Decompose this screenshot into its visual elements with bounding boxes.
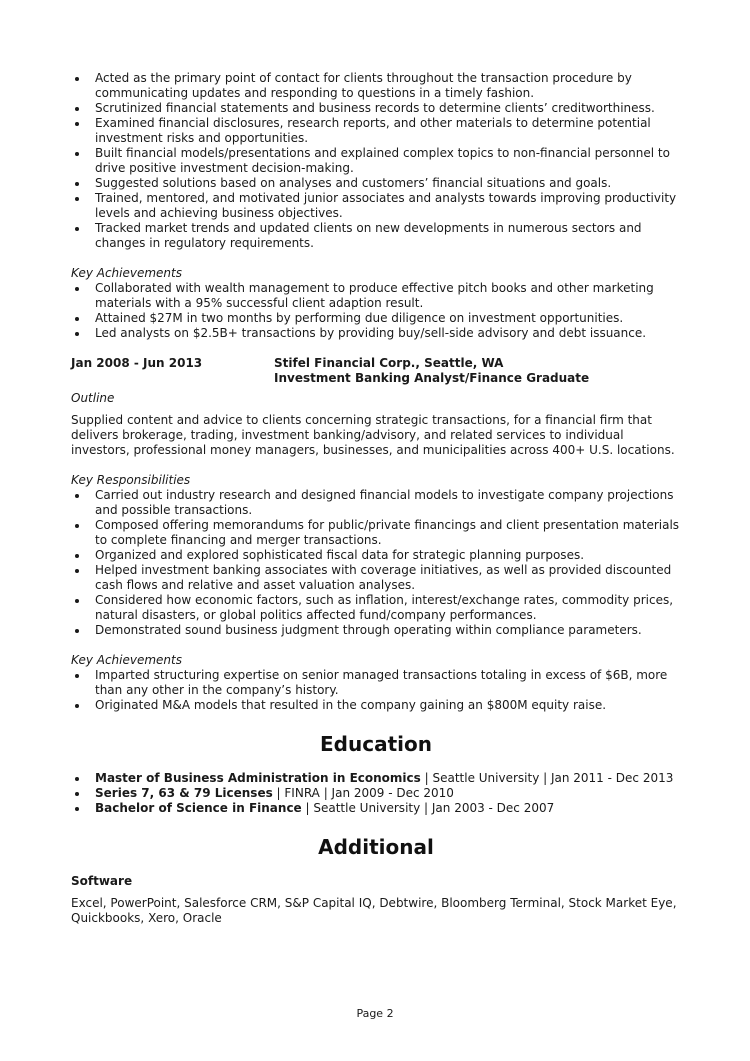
job-dates: Jan 2008 - Jun 2013	[71, 356, 203, 370]
list-item: Attained $27M in two months by performing due diligence on investment opportunities.	[71, 311, 681, 326]
list-item: Considered how economic factors, such as inflation, interest/exchange rates, commodity prices, natural disasters, or global politics affected fund/company performances.	[71, 593, 681, 623]
achievements-heading: Key Achievements	[71, 266, 182, 280]
list-item: Originated M&A models that resulted in the company gaining an $800M equity raise.	[71, 698, 681, 713]
stifel-responsibilities-list	[71, 488, 681, 638]
software-list: Excel, PowerPoint, Salesforce CRM, S&P Capital IQ, Debtwire, Bloomberg Terminal, Stock Market Eye, Quickbooks, Xero, Oracle	[71, 896, 677, 925]
software-heading: Software	[71, 874, 133, 888]
page-content	[71, 71, 681, 926]
list-item: Imparted structuring expertise on senior managed transactions totaling in excess of $6B, more than any other in the company’s history.	[71, 668, 681, 698]
list-item: Demonstrated sound business judgment through operating within compliance parameters.	[71, 623, 681, 638]
education-degree: Series 7, 63 & 79 Licenses	[95, 786, 273, 800]
list-item: Collaborated with wealth management to produce effective pitch books and other marketing materials with a 95% successful client adaption result.	[71, 281, 681, 311]
list-item: Organized and explored sophisticated fiscal data for strategic planning purposes.	[71, 548, 681, 563]
education-item	[71, 771, 681, 786]
education-item	[71, 801, 681, 816]
stifel-achievements-list	[71, 668, 681, 713]
education-degree: Bachelor of Science in Finance	[95, 801, 302, 815]
list-item: Led analysts on $2.5B+ transactions by providing buy/sell-side advisory and debt issuance.	[71, 326, 681, 341]
education-item	[71, 786, 681, 801]
page-number: Page 2	[356, 1007, 394, 1020]
list-item: Built financial models/presentations and explained complex topics to non-financial personnel to drive positive investment decision-making.	[71, 146, 681, 176]
list-item: Trained, mentored, and motivated junior associates and analysts towards improving productivity levels and achieving business objectives.	[71, 191, 681, 221]
education-degree: Master of Business Administration in Economics	[95, 771, 421, 785]
list-item: Tracked market trends and updated clients on new developments in numerous sectors and changes in regulatory requirements.	[71, 221, 681, 251]
achievements-heading: Key Achievements	[71, 653, 182, 667]
list-item: Scrutinized financial statements and business records to determine clients’ creditworthiness.	[71, 101, 681, 116]
list-item: Carried out industry research and designed financial models to investigate company projections and possible transactions.	[71, 488, 681, 518]
list-item: Composed offering memorandums for public/private financings and client presentation materials to complete financing and merger transactions.	[71, 518, 681, 548]
outline-text: Supplied content and advice to clients concerning strategic transactions, for a financial firm that delivers brokerage, trading, investment banking/advisory, and related services to individual investors, professional money managers, businesses, and municipalities across 400+ U.S. locations.	[71, 413, 675, 457]
list-item: Helped investment banking associates with coverage initiatives, as well as provided discounted cash flows and relative and asset valuation analyses.	[71, 563, 681, 593]
education-list	[71, 771, 681, 816]
education-detail: | FINRA | Jan 2009 - Dec 2010	[272, 786, 454, 800]
additional-section-title: Additional	[318, 835, 434, 859]
job-company-block	[274, 356, 681, 386]
list-item: Acted as the primary point of contact for clients throughout the transaction procedure by communicating updates and responding to questions in a timely fashion.	[71, 71, 681, 101]
list-item: Suggested solutions based on analyses and customers’ financial situations and goals.	[71, 176, 681, 191]
education-detail: | Seattle University | Jan 2003 - Dec 2007	[301, 801, 555, 815]
job-company: Stifel Financial Corp., Seattle, WA	[274, 356, 504, 370]
job-header	[71, 356, 681, 386]
previous-achievements-list	[71, 281, 681, 341]
list-item: Examined financial disclosures, research reports, and other materials to determine potential investment risks and opportunities.	[71, 116, 681, 146]
outline-heading: Outline	[71, 391, 115, 405]
education-section-title: Education	[320, 732, 432, 756]
education-detail: | Seattle University | Jan 2011 - Dec 2013	[420, 771, 674, 785]
job-title: Investment Banking Analyst/Finance Graduate	[274, 371, 590, 385]
responsibilities-heading: Key Responsibilities	[71, 473, 191, 487]
previous-responsibilities-list	[71, 71, 681, 251]
